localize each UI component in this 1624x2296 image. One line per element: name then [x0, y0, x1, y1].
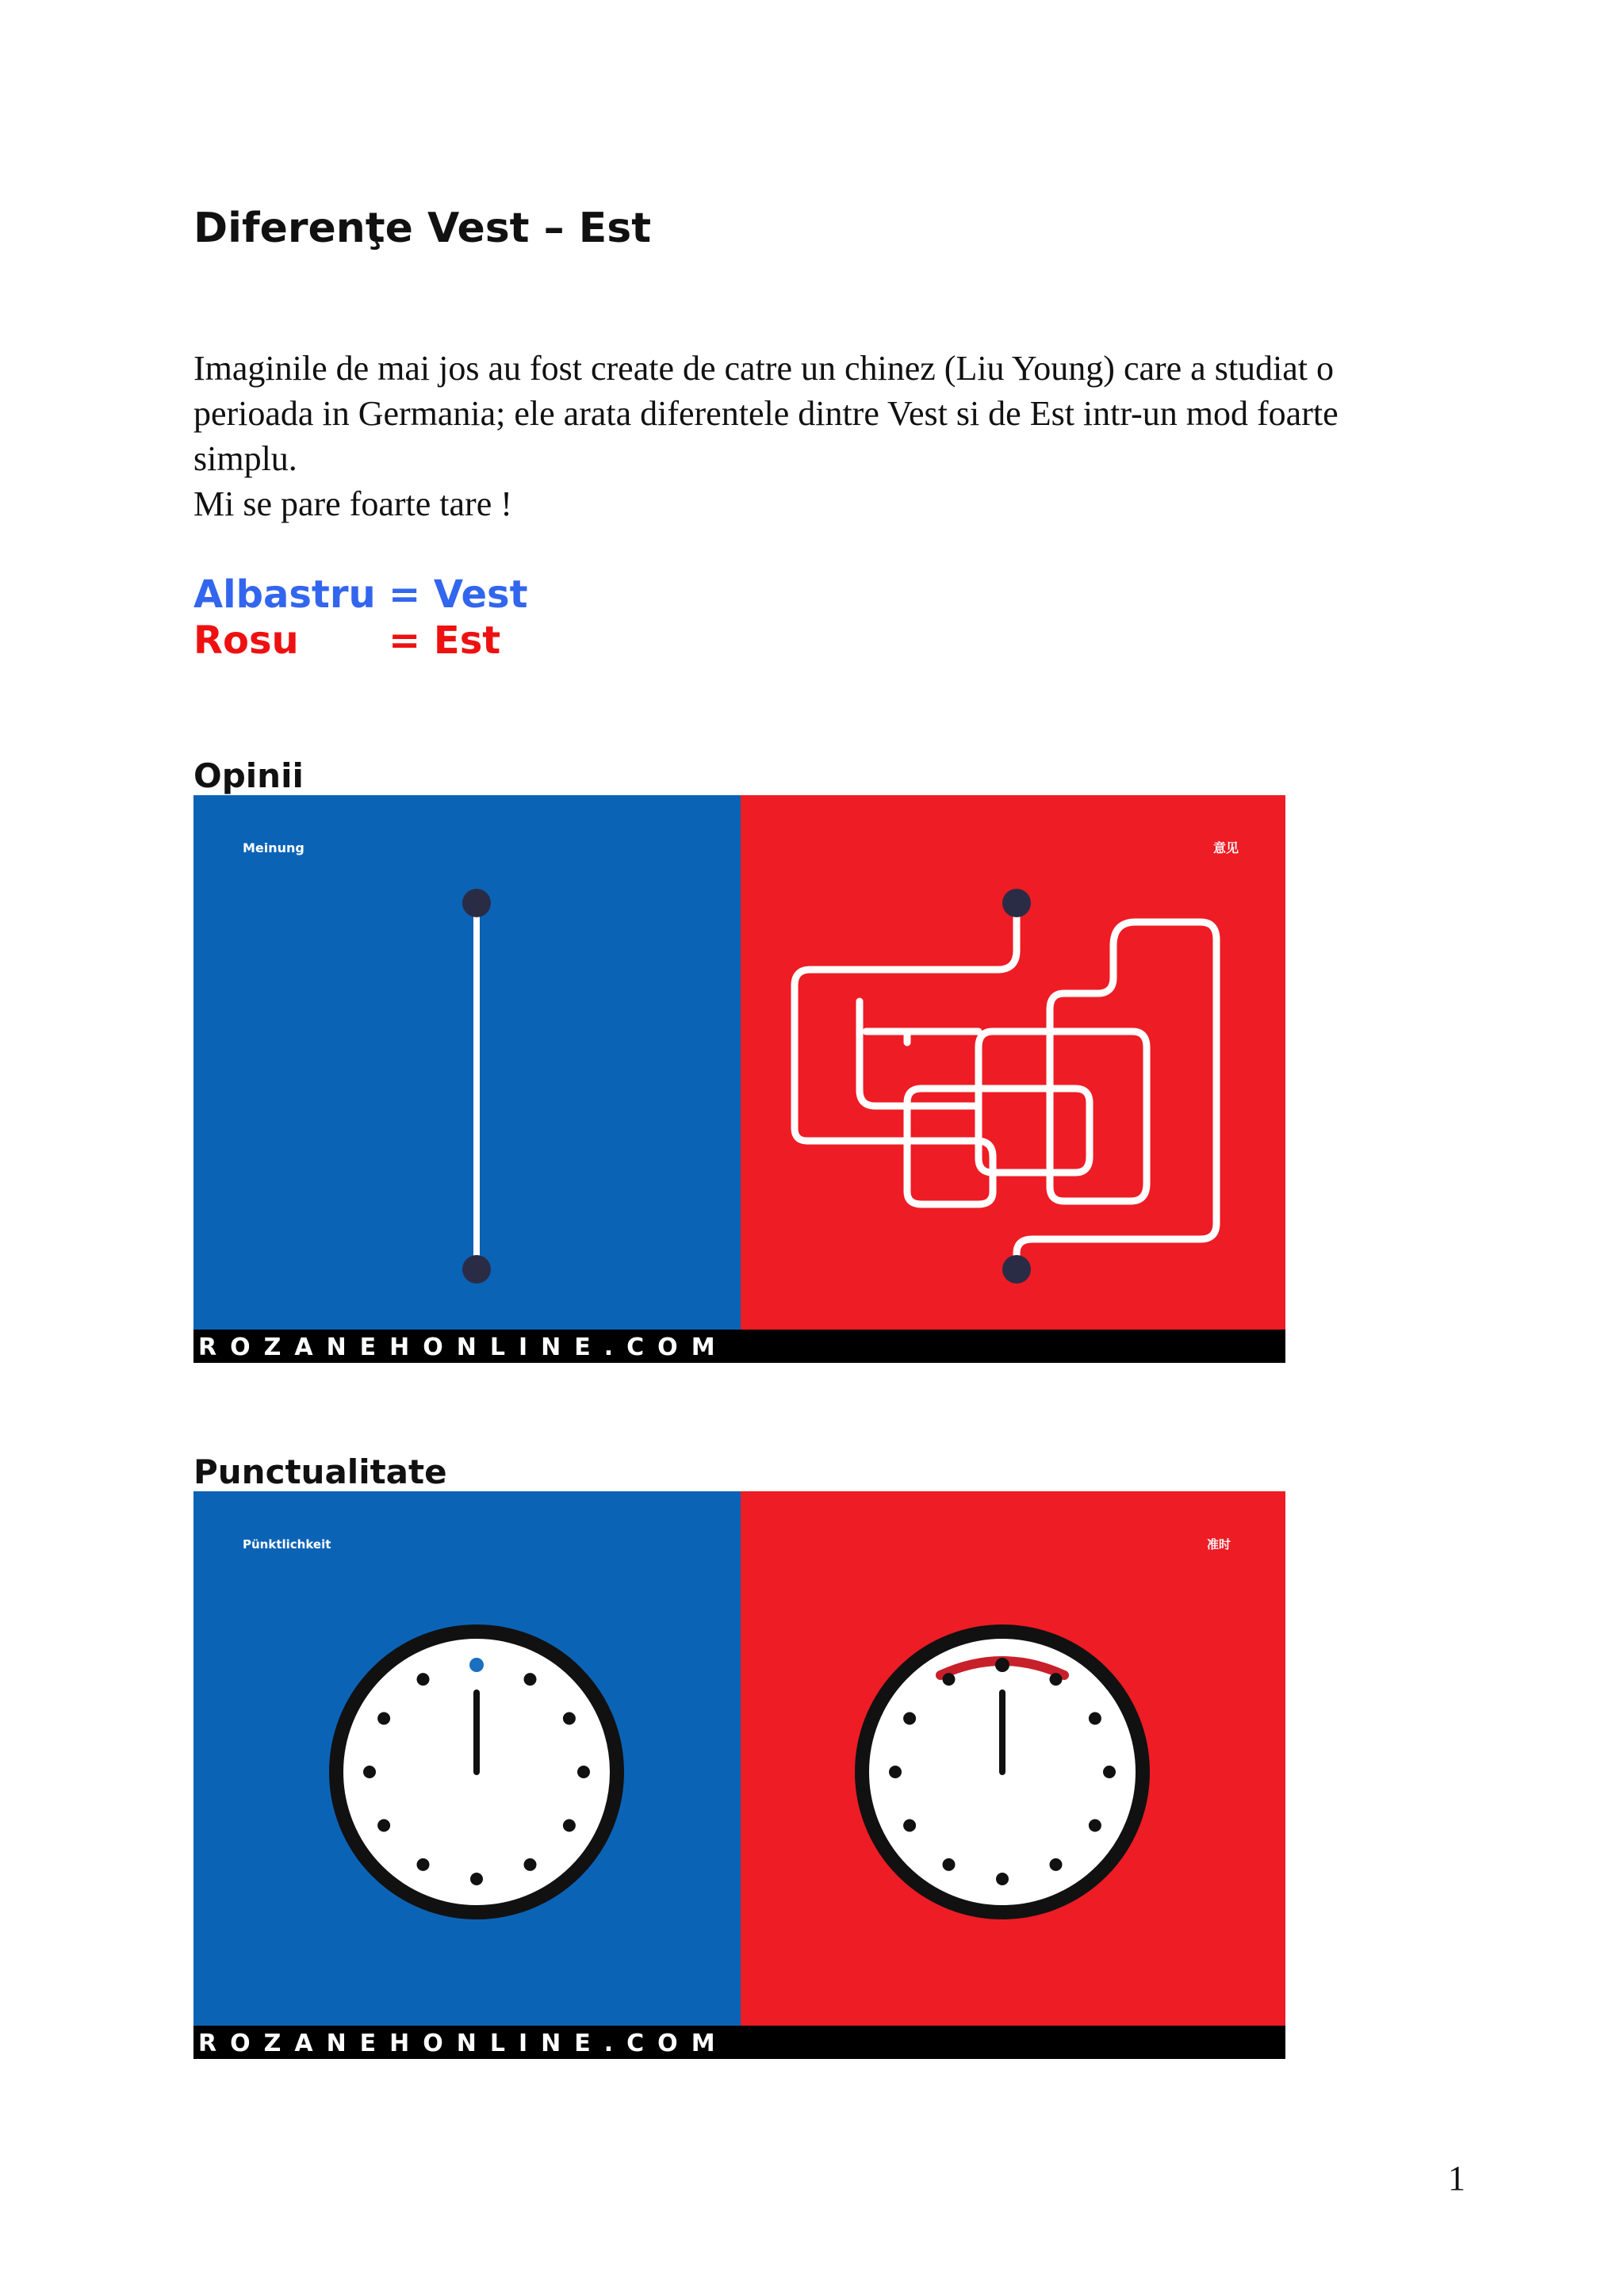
clock-icon: [862, 1632, 1143, 1912]
intro-line: simplu.: [193, 439, 297, 478]
legend-blue-vest: [193, 572, 528, 617]
clock-hour-dot: [996, 1873, 1009, 1885]
clock-hour-dot: [417, 1858, 430, 1871]
punctualitate-illustration: [193, 1491, 1285, 2059]
clock-hour-dot: [1103, 1766, 1116, 1778]
document-title: Diferenţe Vest – Est: [193, 205, 652, 252]
west-label: Meinung: [243, 840, 304, 855]
clock-hour-dot: [563, 1820, 576, 1832]
legend-blue-value: = Vest: [389, 572, 528, 617]
clock-hour-dot: [417, 1673, 430, 1686]
opinii-illustration: [193, 795, 1285, 1363]
tangle-start-dot: [1002, 889, 1031, 917]
clock-hour-dot: [1050, 1673, 1063, 1686]
legend-red-est: [193, 618, 500, 663]
clock-hour-dot: [943, 1673, 956, 1686]
west-half: [193, 795, 741, 1330]
legend-red-key: Rosu: [193, 618, 299, 663]
clock-hour-dot: [1089, 1820, 1101, 1832]
clock-hour-dot: [903, 1712, 916, 1725]
clock-icon: [336, 1632, 617, 1912]
east-label: 准时: [1207, 1537, 1231, 1552]
clock-hour-dot: [1089, 1712, 1101, 1725]
legend-red-value: = Est: [389, 618, 501, 663]
clock-hour-dot: [889, 1766, 902, 1778]
clock-hour-dot: [377, 1712, 390, 1725]
page-number: 1: [1448, 2159, 1465, 2198]
west-label: Pünktlichkeit: [243, 1537, 331, 1552]
clock-hour-dot: [469, 1658, 484, 1672]
clock-hour-dot: [943, 1858, 956, 1871]
section-heading-punctualitate: Punctualitate: [193, 1452, 447, 1491]
legend-blue-key: Albastru: [193, 572, 376, 617]
clock-hour-dot: [363, 1766, 376, 1778]
watermark-text: ROZANEHONLINE.COM: [198, 1334, 729, 1361]
clock-hour-dot: [470, 1873, 483, 1885]
clock-hour-dot: [577, 1766, 590, 1778]
clock-hour-dot: [524, 1673, 537, 1686]
intro-paragraph: [193, 346, 1478, 526]
intro-line: Mi se pare foarte tare !: [193, 484, 512, 523]
clock-hour-dot: [995, 1658, 1009, 1672]
east-half: [741, 795, 1285, 1330]
intro-line: perioada in Germania; ele arata diferentele dintre Vest si de Est intr-un mod foarte: [193, 394, 1339, 433]
east-label: 意见: [1213, 840, 1239, 855]
clock-hour-dot: [563, 1712, 576, 1725]
clock-hour-dot: [1050, 1858, 1063, 1871]
clock-hour-dot: [377, 1820, 390, 1832]
tangle-end-dot: [1002, 1255, 1031, 1284]
intro-line: Imaginile de mai jos au fost create de catre un chinez (Liu Young) care a studiat o: [193, 349, 1335, 388]
clock-hour-dot: [903, 1820, 916, 1832]
clock-hour-dot: [524, 1858, 537, 1871]
section-heading-opinii: Opinii: [193, 756, 304, 795]
watermark-text: ROZANEHONLINE.COM: [198, 2030, 729, 2057]
